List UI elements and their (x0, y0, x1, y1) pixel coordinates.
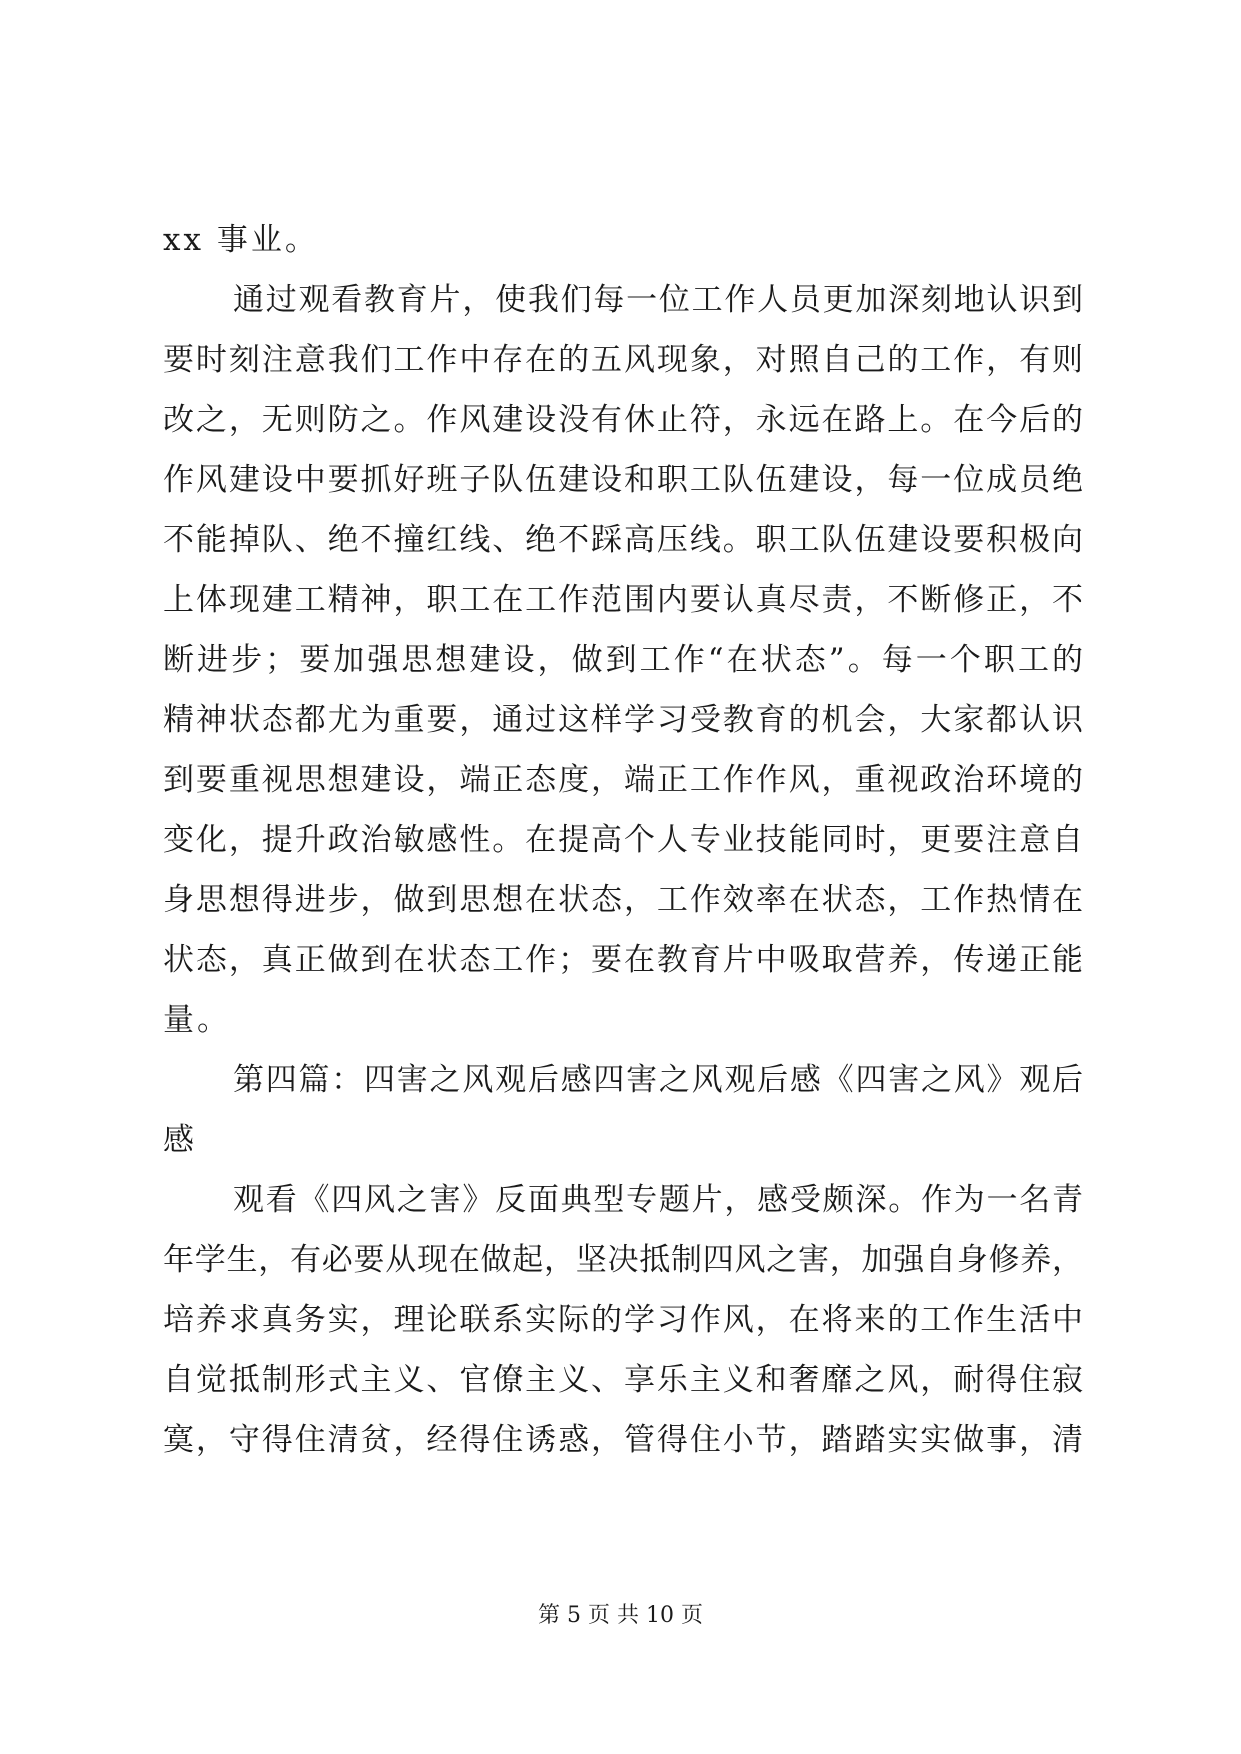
paragraph-first-line: 观看《四风之害》反面典型专题片，感受颇深。作为一名青 (233, 1182, 1083, 1218)
text-line: 上体现建工精神，职工在工作范围内要认真尽责，不断修正，不 (163, 582, 1083, 618)
text-line: 自觉抵制形式主义、官僚主义、享乐主义和奢靡之风，耐得住寂 (163, 1362, 1083, 1398)
section-heading-line: 感 (163, 1122, 197, 1158)
text-line: xx 事业。 (163, 222, 319, 258)
text-line: 不能掉队、绝不撞红线、绝不踩高压线。职工队伍建设要积极向 (163, 522, 1083, 558)
page-number-footer: 第 5 页 共 10 页 (538, 1603, 703, 1628)
text-line: 状态，真正做到在状态工作；要在教育片中吸取营养，传递正能 (163, 942, 1083, 978)
text-line: 变化，提升政治敏感性。在提高个人专业技能同时，更要注意自 (163, 822, 1083, 858)
text-line: 年学生，有必要从现在做起，坚决抵制四风之害，加强自身修养， (163, 1242, 1083, 1278)
text-line: 要时刻注意我们工作中存在的五风现象，对照自己的工作，有则 (163, 342, 1083, 378)
text-line: 身思想得进步，做到思想在状态，工作效率在状态，工作热情在 (163, 882, 1083, 918)
text-line: 断进步；要加强思想建设，做到工作“在状态”。每一个职工的 (163, 642, 1083, 678)
text-line: 培养求真务实，理论联系实际的学习作风，在将来的工作生活中 (163, 1302, 1083, 1338)
section-heading-line: 第四篇：四害之风观后感四害之风观后感《四害之风》观后 (233, 1062, 1083, 1098)
paragraph-first-line: 通过观看教育片，使我们每一位工作人员更加深刻地认识到 (233, 282, 1083, 318)
text-line: 改之，无则防之。作风建设没有休止符，永远在路上。在今后的 (163, 402, 1083, 438)
text-line: 寞，守得住清贫，经得住诱惑，管得住小节，踏踏实实做事，清 (163, 1422, 1083, 1458)
text-line: 精神状态都尤为重要，通过这样学习受教育的机会，大家都认识 (163, 702, 1083, 738)
text-line: 量。 (163, 1002, 231, 1038)
text-line: 到要重视思想建设，端正态度，端正工作作风，重视政治环境的 (163, 762, 1083, 798)
text-line: 作风建设中要抓好班子队伍建设和职工队伍建设，每一位成员绝 (163, 462, 1083, 498)
